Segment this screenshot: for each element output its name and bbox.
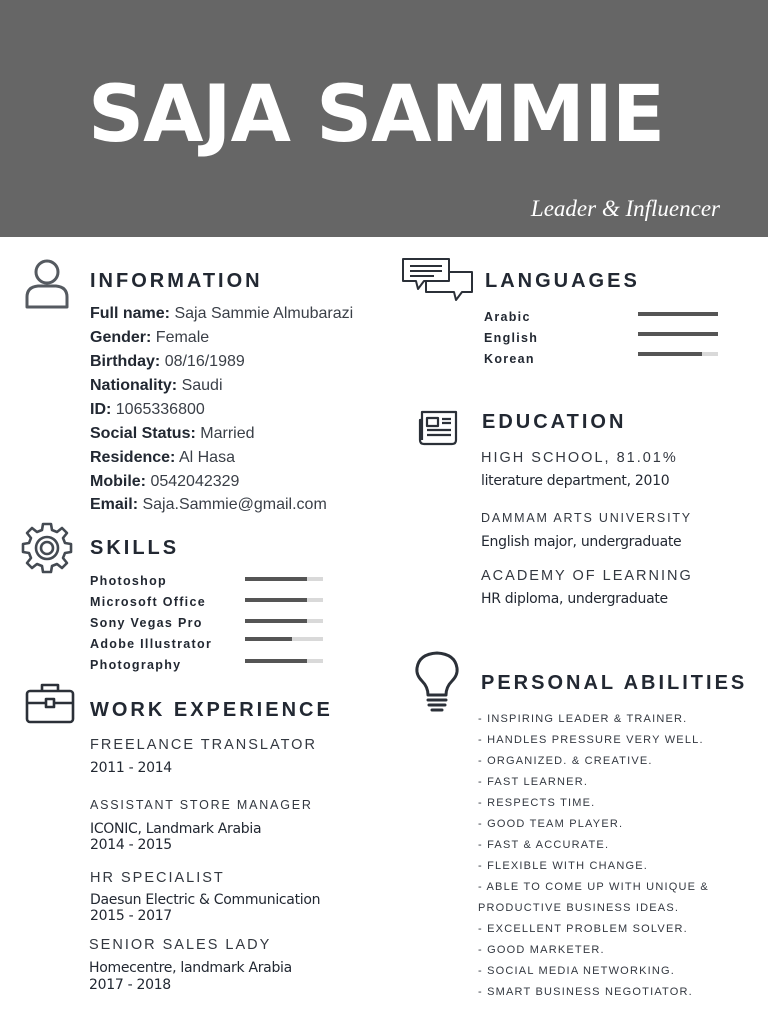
languages-title: LANGUAGES bbox=[485, 270, 640, 292]
skill-bar bbox=[245, 637, 323, 641]
job-title: FREELANCE TRANSLATOR bbox=[90, 737, 317, 753]
ability-line: PRODUCTIVE BUSINESS IDEAS. bbox=[478, 902, 680, 914]
tagline: Leader & Influencer bbox=[530, 196, 720, 221]
language-bar-fill bbox=[638, 352, 702, 356]
info-row: Social Status: Married bbox=[90, 425, 255, 442]
ability-line: - SMART BUSINESS NEGOTIATOR. bbox=[478, 986, 693, 998]
ability-line: - RESPECTS TIME. bbox=[478, 797, 596, 809]
education-detail: English major, undergraduate bbox=[481, 534, 682, 550]
skill-bar bbox=[245, 619, 323, 623]
lightbulb-icon bbox=[414, 651, 460, 713]
work-experience-title: WORK EXPERIENCE bbox=[90, 699, 333, 721]
language-bar bbox=[638, 352, 718, 356]
ability-line: - INSPIRING LEADER & TRAINER. bbox=[478, 713, 688, 725]
info-row: Residence: Al Hasa bbox=[90, 449, 235, 466]
ability-line: - FLEXIBLE WITH CHANGE. bbox=[478, 860, 649, 872]
skill-label: Sony Vegas Pro bbox=[90, 616, 203, 630]
job-title: HR SPECIALIST bbox=[90, 870, 225, 886]
education-title: EDUCATION bbox=[482, 411, 627, 433]
language-bar-fill bbox=[638, 312, 718, 316]
ability-line: - SOCIAL MEDIA NETWORKING. bbox=[478, 965, 676, 977]
job-company: Homecentre, landmark Arabia bbox=[89, 960, 292, 976]
skill-bar bbox=[245, 598, 323, 602]
job-company: Daesun Electric & Communication bbox=[90, 892, 321, 908]
skill-label: Microsoft Office bbox=[90, 595, 206, 609]
ability-line: - ABLE TO COME UP WITH UNIQUE & bbox=[478, 881, 709, 893]
ability-line: - FAST LEARNER. bbox=[478, 776, 589, 788]
person-icon bbox=[24, 257, 70, 309]
ability-line: - ORGANIZED. & CREATIVE. bbox=[478, 755, 653, 767]
ability-line: - HANDLES PRESSURE VERY WELL. bbox=[478, 734, 704, 746]
job-title: SENIOR SALES LADY bbox=[89, 937, 272, 953]
skill-bar-fill bbox=[245, 637, 292, 641]
language-bar-fill bbox=[638, 332, 718, 336]
skill-bar bbox=[245, 659, 323, 663]
info-row: Gender: Female bbox=[90, 329, 210, 346]
gear-icon bbox=[20, 521, 74, 575]
newspaper-icon bbox=[418, 410, 458, 446]
language-label: English bbox=[484, 331, 539, 345]
ability-line: - GOOD MARKETER. bbox=[478, 944, 605, 956]
skill-bar-fill bbox=[245, 619, 307, 623]
ability-line: - EXCELLENT PROBLEM SOLVER. bbox=[478, 923, 688, 935]
info-row: Mobile: 0542042329 bbox=[90, 473, 240, 490]
skill-bar bbox=[245, 577, 323, 581]
skill-label: Photography bbox=[90, 658, 182, 672]
briefcase-icon bbox=[25, 681, 75, 725]
chat-bubbles-icon bbox=[402, 258, 474, 304]
skills-title: SKILLS bbox=[90, 537, 180, 559]
candidate-name: SAJA SAMMIE bbox=[88, 70, 665, 160]
info-row: Nationality: Saudi bbox=[90, 377, 223, 394]
skill-label: Adobe Illustrator bbox=[90, 637, 213, 651]
language-bar bbox=[638, 312, 718, 316]
skill-bar-fill bbox=[245, 598, 307, 602]
language-bar bbox=[638, 332, 718, 336]
job-title: ASSISTANT STORE MANAGER bbox=[90, 798, 313, 812]
language-label: Korean bbox=[484, 352, 535, 366]
info-row: Email: Saja.Sammie@gmail.com bbox=[90, 496, 327, 513]
skill-label: Photoshop bbox=[90, 574, 167, 588]
info-row: ID: 1065336800 bbox=[90, 401, 205, 418]
job-period: 2017 - 2018 bbox=[89, 977, 171, 993]
job-period: 2011 - 2014 bbox=[90, 760, 172, 776]
job-period: 2014 - 2015 bbox=[90, 837, 172, 853]
ability-line: - GOOD TEAM PLAYER. bbox=[478, 818, 624, 830]
education-detail: HR diploma, undergraduate bbox=[481, 591, 668, 607]
job-period: 2015 - 2017 bbox=[90, 908, 172, 924]
education-detail: literature department, 2010 bbox=[481, 473, 670, 489]
education-title-item: ACADEMY OF LEARNING bbox=[481, 568, 693, 584]
job-company: ICONIC, Landmark Arabia bbox=[90, 821, 262, 837]
education-title-item: DAMMAM ARTS UNIVERSITY bbox=[481, 511, 692, 525]
language-label: Arabic bbox=[484, 310, 531, 324]
info-row: Full name: Saja Sammie Almubarazi bbox=[90, 305, 354, 322]
ability-line: - FAST & ACCURATE. bbox=[478, 839, 610, 851]
education-title-item: HIGH SCHOOL, 81.01% bbox=[481, 450, 678, 466]
skill-bar-fill bbox=[245, 659, 307, 663]
skill-bar-fill bbox=[245, 577, 307, 581]
information-title: INFORMATION bbox=[90, 270, 263, 292]
personal-abilities-title: PERSONAL ABILITIES bbox=[481, 672, 748, 694]
info-row: Birthday: 08/16/1989 bbox=[90, 353, 245, 370]
